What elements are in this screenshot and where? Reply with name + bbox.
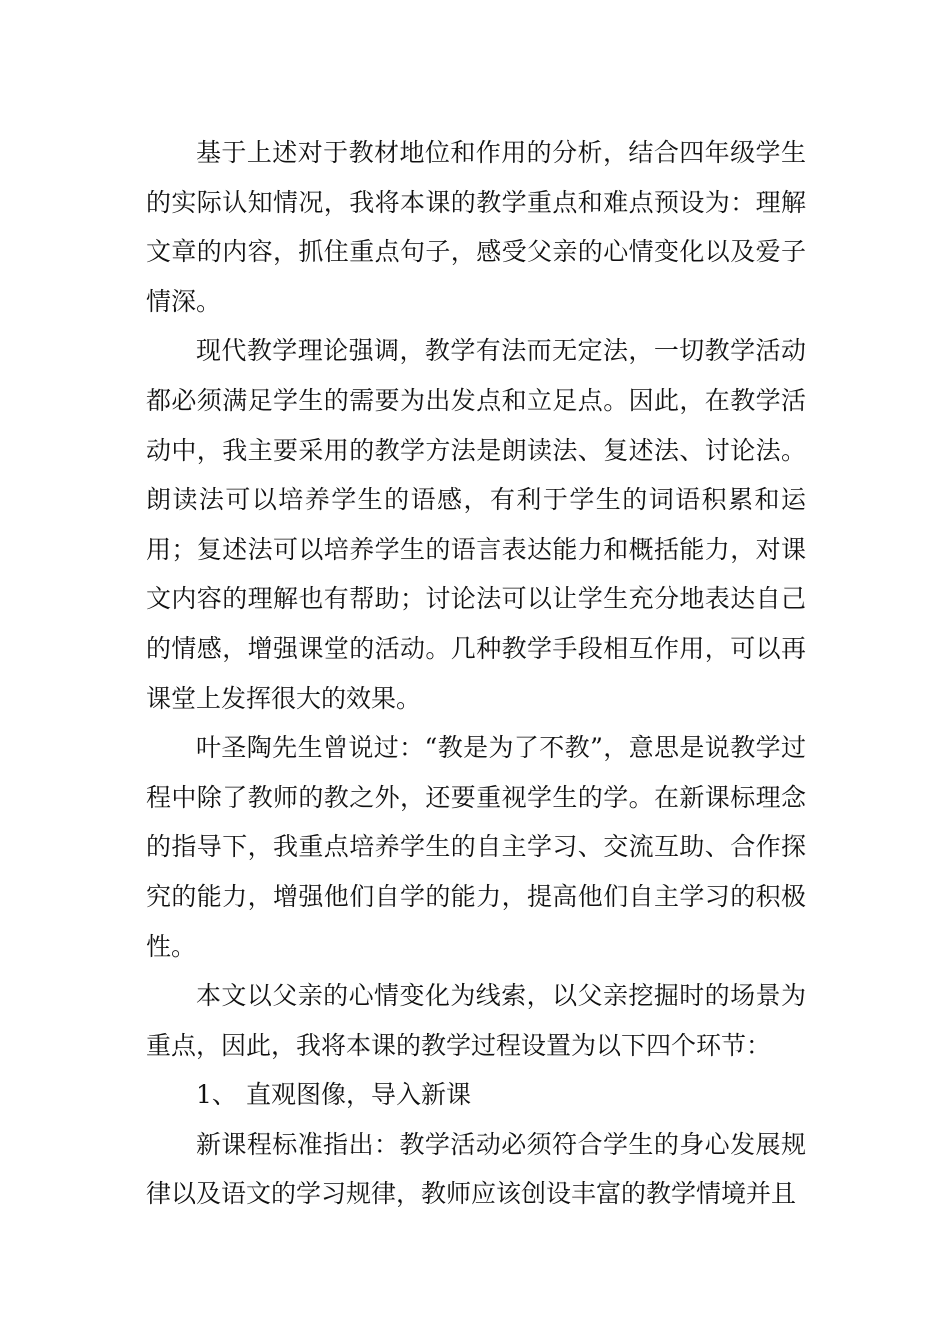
list-item-number: 1、	[196, 1080, 237, 1110]
document-body	[146, 128, 806, 1219]
paragraph-teaching-methods: 现代教学理论强调，教学有法而无定法，一切教学活动都必须满足学生的需要为出发点和立足点。因此，在教学活动中，我主要采用的教学方法是朗读法、复述法、讨论法。朗读法可以培养学生的语感，有利于学生的词语积累和运用；复述法可以培养学生的语言表达能力和概括能力，对课文内容的理解也有帮助；讨论法可以让学生充分地表达自己的情感，增强课堂的活动。几种教学手段相互作用，可以再课堂上发挥很大的效果。	[146, 336, 806, 713]
paragraph-ye-shengtao-quote: 叶圣陶先生曾说过：“教是为了不教”，意思是说教学过程中除了教师的教之外，还要重视学生的学。在新课标理念的指导下，我重点培养学生的自主学习、交流互助、合作探究的能力，增强他们自学的能力，提高他们自主学习的积极性。	[146, 733, 806, 961]
paragraph-teaching-process: 本文以父亲的心情变化为线索，以父亲挖掘时的场景为重点，因此，我将本课的教学过程设置为以下四个环节：	[146, 981, 806, 1060]
paragraph-curriculum-standard: 新课程标准指出：教学活动必须符合学生的身心发展规律以及语文的学习规律，教师应该创设丰富的教学情境并且	[146, 1129, 806, 1209]
paragraph-analysis: 基于上述对于教材地位和作用的分析，结合四年级学生的实际认知情况，我将本课的教学重点和难点预设为：理解文章的内容，抓住重点句子，感受父亲的心情变化以及爱子情深。	[146, 138, 806, 316]
list-item-text: 直观图像，导入新课	[246, 1080, 472, 1110]
list-item-step-1	[146, 1070, 806, 1120]
